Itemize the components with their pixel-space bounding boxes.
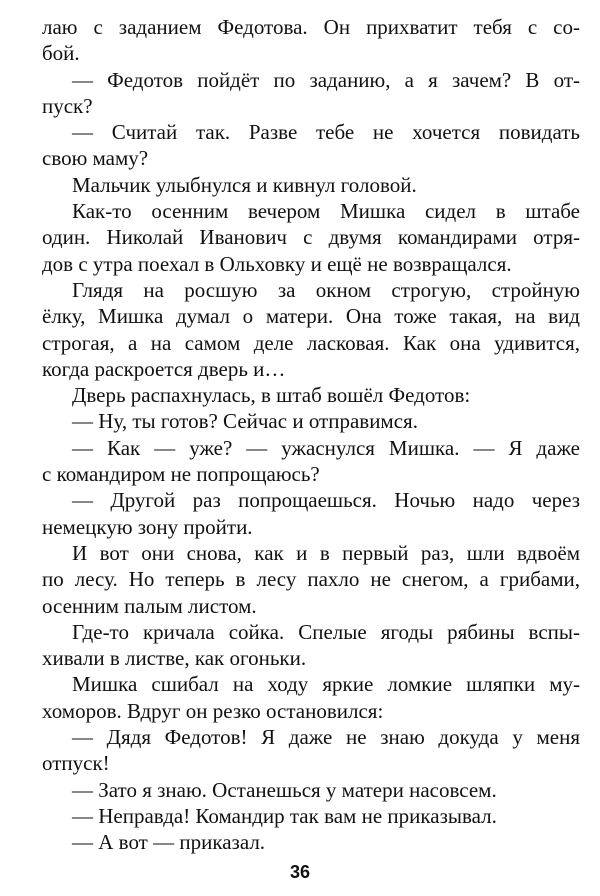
text-line: — Дядя Федотов! Я даже не знаю докуда у меня	[72, 725, 580, 750]
text-line: Мальчик улыбнулся и кивнул головой.	[72, 172, 417, 197]
text-line: с командиром не попрощаюсь?	[42, 462, 320, 487]
text-line: дов с утра поехал в Ольховку и ещё не возвращался.	[42, 251, 512, 276]
text-line: по лесу. Но теперь в лесу пахло не снегом, а грибами,	[42, 567, 580, 592]
text-line: — Другой раз попрощаешься. Ночью надо через	[72, 488, 580, 513]
text-line: — Ну, ты готов? Сейчас и отправимся.	[72, 409, 418, 434]
text-line: один. Николай Иванович с двумя командирами отря-	[42, 225, 580, 250]
text-line: лаю с заданием Федотова. Он прихватит тебя с со-	[42, 15, 580, 39]
text-line: — Как — уже? — ужаснулся Мишка. — Я даже	[72, 435, 580, 460]
text-line: — Неправда! Командир так вам не приказывал.	[72, 803, 497, 828]
text-line: хоморов. Вдруг он резко остановился:	[42, 698, 384, 723]
text-line: немецкую зону пройти.	[42, 514, 253, 539]
text-line: хивали в листве, как огоньки.	[42, 646, 307, 671]
text-line: строгая, а на самом деле ласковая. Как она удивится,	[42, 330, 580, 355]
text-line: Где-то кричала сойка. Спелые ягоды рябины вспы-	[72, 619, 580, 644]
text-line: свою маму?	[42, 146, 149, 171]
text-line: бой.	[42, 41, 80, 66]
page-number: 36	[289, 862, 311, 882]
text-line: И вот они снова, как и в первый раз, шли вдвоём	[72, 540, 580, 565]
text-line: — А вот — приказал.	[72, 830, 266, 855]
text-line: Дверь распахнулась, в штаб вошёл Федотов:	[72, 383, 471, 408]
text-line: осенним палым листом.	[42, 593, 257, 618]
text-line: Как-то осенним вечером Мишка сидел в штабе	[72, 199, 580, 224]
text-line: — Считай так. Разве тебе не хочется повидать	[72, 120, 580, 145]
text-line: отпуск!	[42, 751, 110, 776]
body-text	[42, 14, 580, 856]
text-line: когда раскроется дверь и…	[42, 356, 286, 381]
text-line: — Федотов пойдёт по заданию, а я зачем? В от-	[72, 67, 580, 92]
text-line: Мишка сшибал на ходу яркие ломкие шляпки му-	[72, 672, 580, 697]
text-line: Глядя на росшую за окном строгую, стройную	[72, 277, 580, 302]
text-line: пуск?	[42, 93, 93, 118]
text-line: ёлку, Мишка думал о матери. Она тоже такая, на вид	[42, 304, 580, 329]
text-line: — Зато я знаю. Останешься у матери насовсем.	[72, 777, 497, 802]
